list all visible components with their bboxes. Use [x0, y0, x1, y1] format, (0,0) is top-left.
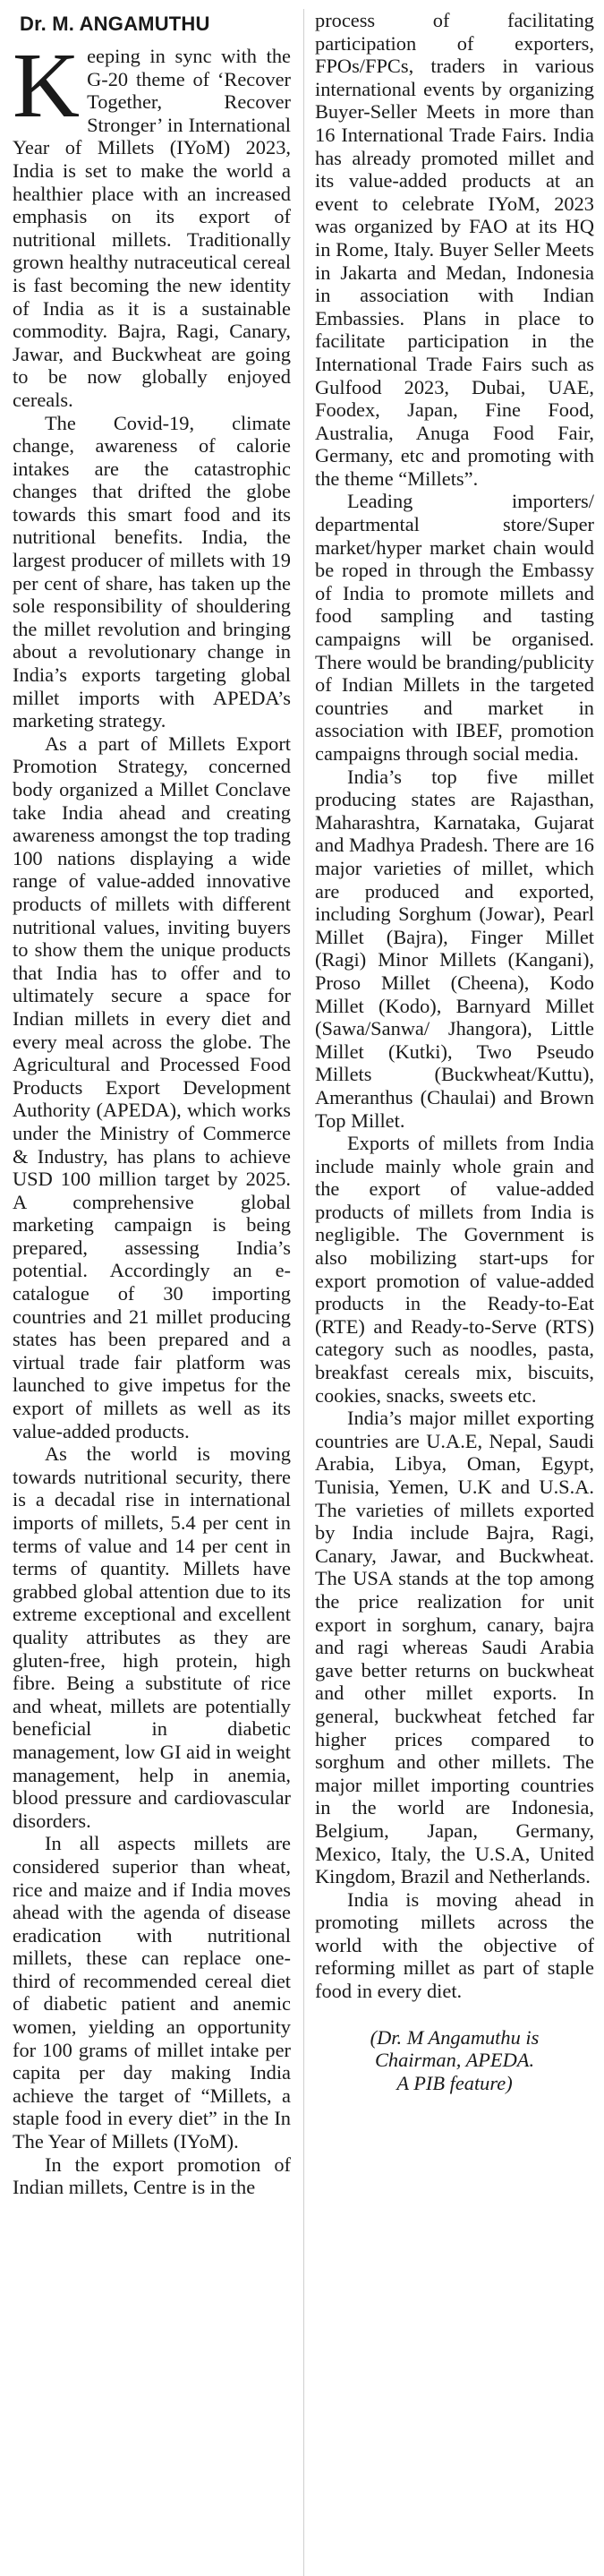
article-paragraph: As a part of Millets Export Promotion Strategy, concerned body organized a Millet Conclave take India ahead and creating awareness amongst the top trading 100 nations displaying a wide range of value-added innovative products of millets with different nutritional values, inviting buyers to show them the unique products that India has to offer and to ultimately secure a space for Indian millets in every diet and every meal across the globe. The Agricultural and Processed Food Products Export Development Authority (APEDA), which works under the Ministry of Commerce & Industry, has plans to achieve USD 100 million target by 2025. A comprehensive global marketing campaign is being prepared, assessing India’s potential. Accordingly an e-catalogue of 30 importing countries and 21 millet producing states has been prepared and a virtual trade fair platform was launched to give impetus for the export of millets as well as its value-added products. [13, 732, 291, 1442]
article-paragraph: In the export promotion of Indian millets, Centre is in the [13, 2152, 291, 2199]
credit-line: (Dr. M Angamuthu is [370, 2025, 540, 2049]
article-paragraph: As the world is moving towards nutritional security, there is a decadal rise in international imports of millets, 5.4 per cent in terms of value and 14 per cent in terms of quantity. Millets have grabbed global attention due to its extreme exceptional and excellent quality attributes as they are gluten-free, high protein, high fibre. Being a substitute of rice and wheat, millets are potentially beneficial in diabetic management, low GI aid in weight management, help in anemia, blood pressure and cardiovascular disorders. [13, 1442, 291, 1832]
article-paragraph [13, 34, 291, 412]
credit-line: A PIB feature) [396, 2071, 513, 2094]
article-paragraph: India is moving ahead in promoting millets across the world with the objective of reforming millet as part of staple food in every diet. [315, 1887, 594, 2003]
drop-cap: K [13, 34, 81, 137]
article-paragraph: The Covid-19, climate change, awareness of calorie intakes are the catastrophic changes that drifted the globe towards this smart food and its nutritional benefits. India, the largest producer of millets with 19 per cent of share, has taken up the sole responsibility of shouldering the millet revolution and bringing about a revolutionary change in India’s exports targeting global millet imports with APEDA’s marketing strategy. [13, 411, 291, 732]
credit-line: Chairman, APEDA. [374, 2049, 535, 2072]
article-paragraph: Leading importers/ departmental store/Super market/hyper market chain would be roped in through the Embassy of India to promote millets and food sampling and tasting campaigns will be organised. There would be branding/publicity of Indian Millets in the targeted countries and market in association with IBEF, promotion campaigns through social media. [315, 490, 594, 765]
article-paragraph: Exports of millets from India include mainly whole grain and the export of value-added products of millets from India is negligible. The Government is also mobilizing start-ups for export promotion of value-added products in the Ready-to-Eat (RTE) and Ready-to-Serve (RTS) category such as noodles, pasta, breakfast cereals mix, biscuits, cookies, snacks, sweets etc. [315, 1132, 594, 1407]
article-paragraph: India’s major millet exporting countries are U.A.E, Nepal, Saudi Arabia, Libya, Oman, Egypt, Tunisia, Yemen, U.K and U.S.A. The varieties of millets exported by India include Bajra, Ragi, Canary, Jawar, and Buckwheat. The USA stands at the top among the price realization for unit export in sorghum, canary, bajra and ragi whereas Saudi Arabia gave better returns on buckwheat and other millet exports. In general, buckwheat fetched far higher prices compared to sorghum and other millets. The major millet importing countries in the world are Indonesia, Belgium, Japan, Germany, Mexico, Italy, the U.S.A, United Kingdom, Brazil and Netherlands. [315, 1407, 594, 1888]
article-paragraph-continued: process of facilitating participation of exporters, FPOs/FPCs, traders in various international events by organizing Buyer-Seller Meets in more than 16 International Trade Fairs. India has already promoted millet and its value-added products at an event to celebrate IYoM, 2023 was organized by FAO at its HQ in Rome, Italy. Buyer Seller Meets in Jakarta and Medan, Indonesia in association with Indian Embassies. Plans in place to facilitate participation in the International Trade Fairs such as Gulfood 2023, Dubai, UAE, Foodex, Japan, Fine Food, Australia, Anuga Food Fair, Germany, etc and promoting with the theme “Millets”. [315, 9, 594, 490]
article-paragraph: India’s top five millet producing states are Rajasthan, Maharashtra, Karnataka, Gujarat and Madhya Pradesh. There are 16 major varieties of millet, which are produced and exported, including Sorghum (Jowar), Pearl Millet (Bajra), Finger Millet (Ragi) Minor Millets (Kangani), Proso Millet (Cheena), Kodo Millet (Kodo), Barnyard Millet (Sawa/Sanwa/ Jhangora), Little Millet (Kutki), Two Pseudo Millets (Buckwheat/Kuttu), Ameranthus (Chaulai) and Brown Top Millet. [315, 765, 594, 1132]
article-paragraph: In all aspects millets are considered superior than wheat, rice and maize and if India moves ahead with the agenda of disease eradication with nutritional millets, these can replace one-third of recommended cereal diet of diabetic patient and anemic women, yielding an opportunity for 100 grams of millet intake per capita per day making India achieve the target of “Millets, a staple food in every diet” in the In The Year of Millets (IYoM). [13, 1832, 291, 2153]
right-column [303, 9, 594, 2576]
byline: Dr. M. ANGAMUTHU [20, 13, 210, 35]
paragraph-text: eeping in sync with the G-20 theme of ‘Recover Together, Recover Stronger’ in International Year of Millets (IYoM) 2023, India is set to make the world a healthier place with an increased emphasis on its export of nutritional millets. Traditionally grown healthy nutraceutical cereal is fast becoming the new identity of India as it is a sustainable commodity. Bajra, Ragi, Canary, Jawar, and Buckwheat are going to be now globally enjoyed cereals. [13, 45, 291, 411]
author-credit [315, 2026, 594, 2095]
left-column [13, 9, 303, 2576]
